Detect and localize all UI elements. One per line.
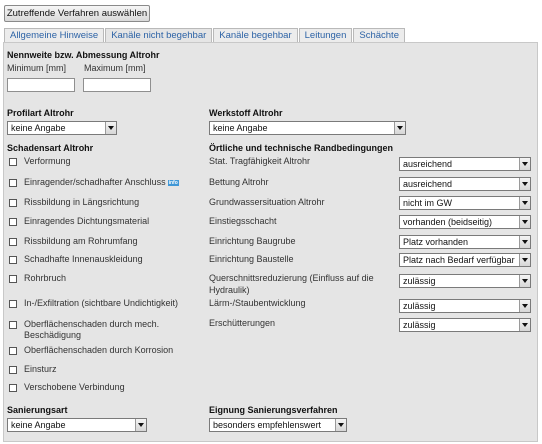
chevron-down-icon: [519, 300, 530, 312]
condition-select[interactable]: [399, 196, 531, 210]
condition-label: Einrichtung Baustelle: [209, 254, 294, 264]
chevron-down-icon: [394, 122, 405, 134]
condition-label: Grundwassersituation Altrohr: [209, 197, 325, 207]
damage-label: [24, 177, 179, 188]
suitability-value: besonders empfehlenswert: [213, 420, 322, 430]
condition-value: Platz vorhanden: [403, 237, 469, 247]
condition-value: ausreichend: [403, 159, 453, 169]
chevron-down-icon: [519, 236, 530, 248]
condition-value: Platz nach Bedarf verfügbar: [403, 255, 515, 265]
damage-label: Einsturz: [24, 364, 57, 374]
damage-label: Rissbildung in Längsrichtung: [24, 197, 140, 207]
material-heading: Werkstoff Altrohr: [209, 108, 283, 118]
damage-checkbox[interactable]: [9, 199, 17, 207]
suitability-select[interactable]: [209, 418, 347, 432]
condition-label: Querschnittsreduzierung (Einfluss auf die Hydraulik): [209, 273, 374, 295]
chevron-down-icon: [135, 419, 146, 431]
chevron-down-icon: [519, 254, 530, 266]
material-value: keine Angabe: [213, 123, 268, 133]
material-select[interactable]: [209, 121, 406, 135]
nominal-width-heading: Nennweite bzw. Abmessung Altrohr: [7, 50, 160, 60]
tab-channels-walkable[interactable]: Kanäle begehbar: [213, 28, 297, 43]
damage-label: Rohrbruch: [24, 273, 67, 283]
damage-checkbox[interactable]: [9, 275, 17, 283]
tab-bar: [4, 28, 406, 43]
condition-value: nicht im GW: [403, 198, 453, 208]
rehabilitation-type-select[interactable]: [7, 418, 147, 432]
condition-value: vorhanden (beidseitig): [403, 217, 493, 227]
condition-select[interactable]: [399, 157, 531, 171]
minimum-label: Minimum [mm]: [7, 63, 66, 73]
damage-checkbox[interactable]: [9, 256, 17, 264]
damage-checkbox[interactable]: [9, 347, 17, 355]
damage-type-heading: Schadensart Altrohr: [7, 143, 94, 153]
damage-label: In-/Exfiltration (sichtbare Undichtigkeit): [24, 298, 179, 308]
rehabilitation-type-heading: Sanierungsart: [7, 405, 68, 415]
damage-checkbox[interactable]: [9, 158, 17, 166]
damage-label: Schadhafte Innenauskleidung: [24, 254, 143, 264]
condition-label: Stat. Tragfähigkeit Altrohr: [209, 156, 311, 166]
damage-checkbox[interactable]: [9, 321, 17, 329]
damage-checkbox[interactable]: [9, 179, 17, 187]
damage-label: Verformung: [24, 156, 71, 166]
suitability-heading: Eignung Sanierungsverfahren: [209, 405, 338, 415]
damage-label: Verschobene Verbindung: [24, 382, 125, 392]
chevron-down-icon: [519, 197, 530, 209]
damage-label: Oberflächenschaden durch Korrosion: [24, 345, 174, 355]
damage-label: Oberflächenschaden durch mech. Beschädigung: [24, 319, 160, 340]
damage-checkbox[interactable]: [9, 238, 17, 246]
profile-type-select[interactable]: [7, 121, 117, 135]
condition-select[interactable]: [399, 253, 531, 267]
damage-checkbox[interactable]: [9, 366, 17, 374]
profile-type-value: keine Angabe: [11, 123, 66, 133]
condition-select[interactable]: [399, 215, 531, 229]
chevron-down-icon: [519, 275, 530, 287]
rehabilitation-type-value: keine Angabe: [11, 420, 66, 430]
condition-label: Bettung Altrohr: [209, 177, 269, 187]
condition-select[interactable]: [399, 274, 531, 288]
damage-checkbox[interactable]: [9, 218, 17, 226]
condition-value: zulässig: [403, 276, 436, 286]
chevron-down-icon: [519, 158, 530, 170]
condition-label: Lärm-/Staubentwicklung: [209, 298, 306, 308]
profile-type-heading: Profilart Altrohr: [7, 108, 74, 118]
damage-label-text: Einragender/schadhafter Anschluss: [24, 177, 166, 187]
minimum-input[interactable]: [7, 78, 75, 92]
condition-label: Erschütterungen: [209, 318, 276, 328]
chevron-down-icon: [519, 216, 530, 228]
info-icon[interactable]: info: [168, 180, 178, 186]
condition-value: ausreichend: [403, 179, 453, 189]
maximum-label: Maximum [mm]: [84, 63, 146, 73]
chevron-down-icon: [519, 178, 530, 190]
condition-select[interactable]: [399, 318, 531, 332]
tab-manholes[interactable]: Schächte: [353, 28, 405, 43]
tab-pipes[interactable]: Leitungen: [299, 28, 353, 43]
tab-channels-not-walkable[interactable]: Kanäle nicht begehbar: [105, 28, 212, 43]
select-methods-button[interactable]: Zutreffende Verfahren auswählen: [4, 5, 150, 22]
condition-select[interactable]: [399, 177, 531, 191]
damage-label: Rissbildung am Rohrumfang: [24, 236, 138, 246]
condition-label: Einstiegsschacht: [209, 216, 277, 226]
maximum-input[interactable]: [83, 78, 151, 92]
conditions-heading: Örtliche und technische Randbedingungen: [209, 143, 394, 153]
condition-select[interactable]: [399, 299, 531, 313]
condition-label: Einrichtung Baugrube: [209, 236, 296, 246]
tab-general-notes[interactable]: Allgemeine Hinweise: [4, 28, 104, 43]
damage-label: Einragendes Dichtungsmaterial: [24, 216, 150, 226]
chevron-down-icon: [105, 122, 116, 134]
damage-checkbox[interactable]: [9, 300, 17, 308]
condition-value: zulässig: [403, 301, 436, 311]
condition-select[interactable]: [399, 235, 531, 249]
chevron-down-icon: [335, 419, 346, 431]
chevron-down-icon: [519, 319, 530, 331]
condition-value: zulässig: [403, 320, 436, 330]
damage-checkbox[interactable]: [9, 384, 17, 392]
